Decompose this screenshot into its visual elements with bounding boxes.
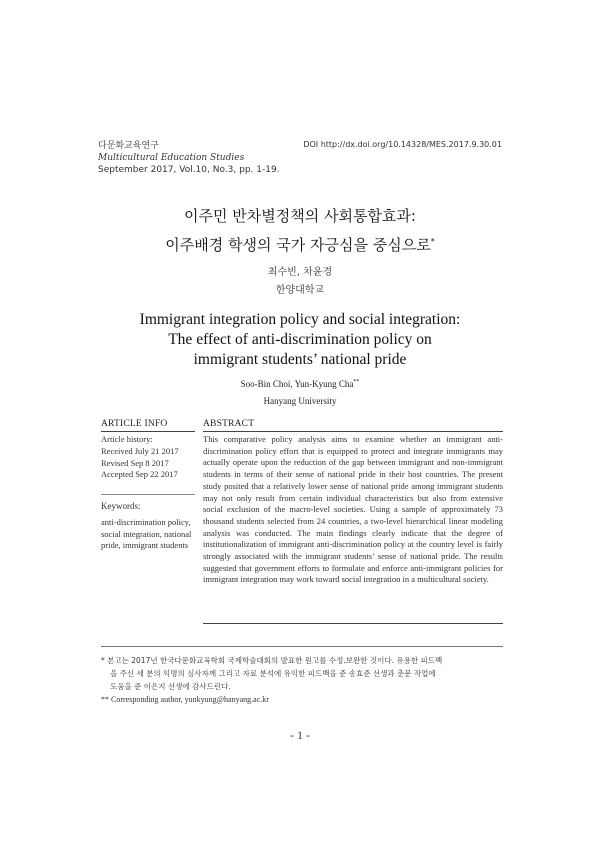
keywords-list: anti-discrimination policy, social integration, national pride, immigrant students xyxy=(101,517,192,550)
footnote-corresponding-author: ** Corresponding author, yunkyung@hanyang.ac.kr xyxy=(101,695,269,704)
received-date: Received July 21 2017 xyxy=(101,445,179,456)
journal-header xyxy=(98,140,280,176)
abstract-bottom-rule xyxy=(203,623,503,624)
journal-issue: September 2017, Vol.10, No.3, pp. 1-19. xyxy=(98,165,280,175)
affiliation-korean: 한양대학교 xyxy=(275,285,325,296)
abstract-heading: ABSTRACT xyxy=(203,419,255,429)
history-label: Article history: xyxy=(101,434,153,444)
keywords-label: Keywords: xyxy=(101,501,141,511)
footnote-line: * 본고는 2017년 한국다문화교육학회 국제학술대회의 발표한 원고를 수정.보완한 것이다. 유용한 피드백 xyxy=(101,656,443,665)
title-korean-line2: 이주배경 학생의 국가 자긍심을 중심으로 xyxy=(165,236,431,254)
footnote-line: 을 주신 세 분의 익명의 심사자께 그리고 자료 분석에 유익한 피드백을 준 송효준 선생과 춘문 작업에 xyxy=(110,669,436,678)
journal-name-en: Multicultural Education Studies xyxy=(98,153,245,163)
history-rule xyxy=(101,494,195,495)
title-english xyxy=(0,310,600,370)
title-english-line3: immigrant students’ national pride xyxy=(193,351,407,368)
title-korean xyxy=(0,204,600,258)
authors-korean-block xyxy=(0,264,600,300)
page-number: - 1 - xyxy=(290,728,310,742)
accepted-date: Accepted Sep 22 2017 xyxy=(101,469,178,480)
footnote-acknowledgement xyxy=(101,654,503,693)
authors-english: Soo-Bin Choi, Yun-Kyung Cha xyxy=(240,379,354,389)
footnote-line: 도움을 준 이은지 선생에 감사드린다. xyxy=(110,682,231,691)
title-english-line2: The effect of anti-discrimination policy on xyxy=(168,331,432,348)
doi-link[interactable]: DOI http://dx.doi.org/10.14328/MES.2017.9.30.01 xyxy=(303,140,502,149)
article-history xyxy=(101,434,179,481)
article-info-rule xyxy=(101,431,195,432)
abstract-rule xyxy=(203,431,503,432)
affiliation-english: Hanyang University xyxy=(263,396,337,406)
abstract-text: This comparative policy analysis aims to examine whether an immigrant anti-discrimination policy effort that is equipped to protect and integrate immigrants may actually operate upon the reduction of the gap between immigrant and non-immigrant students in terms of their sense of national pride in their host countries. The present study posited that a relatively lower sense of national pride among immigrant students may not only result from certain individual characteristics but also from extensive social exclusion of the macro-level societies. Using a sample of approximately 73 thousand students selected from 24 countries, a two-level hierarchical linear modeling analysis was conducted. The main findings clearly indicate that the degree of institutionalization of immigrant anti-discrimination policy at the country level is fairly strongly associated with the immigrant students’ sense of national pride. The results suggested that government efforts to formulate and enforce anti-immigrant policies for immigrant integration may work toward social integration in a multicultural society. xyxy=(203,434,503,585)
revised-date: Revised Sep 8 2017 xyxy=(101,457,169,468)
corresponding-mark: ** xyxy=(353,379,360,385)
title-korean-line1: 이주민 반차별정책의 사회통합효과: xyxy=(184,207,416,225)
article-info-heading: ARTICLE INFO xyxy=(101,419,168,429)
authors-korean: 최수빈, 차윤경 xyxy=(267,267,333,278)
footnote-rule xyxy=(101,646,503,647)
title-footnote-mark: * xyxy=(430,237,435,246)
journal-name-ko: 다문화교육연구 xyxy=(98,141,159,151)
title-english-line1: Immigrant integration policy and social integration: xyxy=(139,311,461,328)
authors-english-block xyxy=(0,374,600,410)
